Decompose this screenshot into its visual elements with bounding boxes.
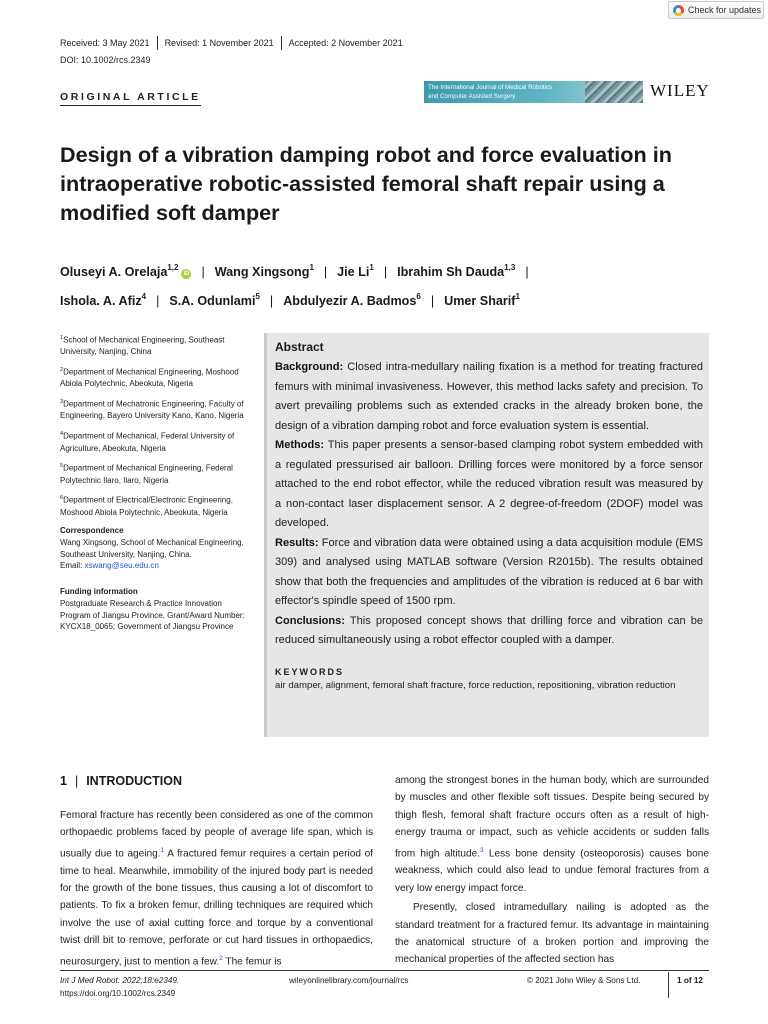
check-for-updates-label: Check for updates [688, 5, 762, 15]
author[interactable]: Oluseyi A. Orelaja$^{1,2}$ [60, 263, 179, 280]
funding-block [60, 586, 250, 633]
publisher-logo[interactable]: WILEY [650, 81, 710, 100]
footer-citation [60, 975, 179, 1000]
citation-ref[interactable]: 2 [219, 954, 223, 962]
section-heading-introduction: 1 | INTRODUCTION [60, 774, 183, 788]
correspondence-text: Wang Xingsong, School of Mechanical Engineering, Southeast University, Nanjing, China. [60, 538, 244, 559]
keywords-list: air damper, alignment, femoral shaft fracture, force reduction, repositioning, vibration reduction [275, 679, 676, 691]
funding-heading: Funding information [60, 587, 138, 597]
author[interactable]: Abdulyezir A. Badmos$^6$ [283, 292, 421, 309]
paragraph [60, 807, 373, 970]
author[interactable]: Umer Sharif$^1$ [444, 292, 520, 309]
body-column-left [60, 807, 373, 970]
journal-cover-image [585, 81, 643, 103]
article-title: Design of a vibration damping robot and force evaluation in intraoperative robotic-assisted femoral shaft repair using a modified soft damper [60, 142, 672, 225]
affiliation: $^1$School of Mechanical Engineering, Southeast University, Nanjing, China [60, 335, 225, 357]
author[interactable]: Ibrahim Sh Dauda$^{1,3}$ [397, 263, 516, 280]
correspondence-heading: Correspondence [60, 526, 124, 536]
check-for-updates-button[interactable] [668, 1, 764, 19]
author[interactable]: Wang Xingsong$^1$ [214, 263, 314, 280]
received-date: Received: 3 May 2021 [60, 38, 150, 48]
orcid-icon[interactable]: iD [183, 271, 190, 278]
correspondence-block [60, 525, 250, 572]
paragraph: Presently, closed intramedullary nailing is adopted as the standard treatment for a fractured femur. Its advantage in maintaining the anatomical structure of a broken portion and improving the mechanical properties of the affected section has [395, 902, 709, 966]
crossmark-icon [673, 5, 684, 16]
abstract-methods: Methods: This paper presents a sensor-based clamping robot system embedded with a regulated pressurised air balloon. Drilling forces were monitored by a force sensor attached to the end robot effector, while the reduced vibration result was measured by a non-contact laser displacement sensor. A 2 degree-of-freedom (2DOF) model was developed. [275, 439, 703, 529]
email-label: Email: [60, 561, 85, 571]
email-link[interactable]: xswang@seu.edu.cn [84, 561, 159, 571]
journal-banner[interactable] [424, 81, 643, 103]
affiliation: $^6$Department of Electrical/Electronic Engineering, Moshood Abiola Polytechnic, Abeokuta, Nigeria [60, 495, 233, 517]
accepted-date: Accepted: 2 November 2021 [288, 38, 403, 48]
doi-header: DOI: 10.1002/rcs.2349 [60, 55, 151, 65]
keywords-heading: KEYWORDS [275, 666, 345, 677]
author[interactable]: Ishola. A. Afiz$^4$ [60, 292, 147, 309]
paragraph [395, 772, 709, 897]
text-run: Femoral fracture has recently been considered as one of the common orthopaedic problems faced by people of average life span, which is usually due to ageing. [60, 810, 373, 860]
author[interactable]: S.A. Odunlami$^5$ [169, 292, 260, 309]
revised-date: Revised: 1 November 2021 [164, 38, 274, 48]
body-column-right [395, 772, 709, 969]
abstract-background: Background: Closed intra-medullary nailing fixation is a method for treating fractured femurs with minimal invasiveness. However, this method lacks safety and precision. To avert prevailing problems such as extended cracks in the already broken bone, the design of a vibration damping robot and force evaluation system is essential. [275, 361, 703, 432]
article-type: ORIGINAL ARTICLE [60, 91, 201, 106]
footer-rule [60, 970, 709, 971]
copyright: © 2021 John Wiley & Sons Ltd. [527, 976, 641, 985]
citation-ref[interactable]: 1 [160, 846, 165, 854]
text-run: The femur is [222, 955, 282, 967]
sidebar [60, 333, 250, 647]
author[interactable]: Jie Li$^1$ [337, 263, 374, 280]
publication-history [60, 36, 403, 50]
affiliation: $^3$Department of Mechatronic Engineering, Faculty of Engineering, Bayero University Kano, Kano, Nigeria [60, 399, 244, 421]
affiliation: $^4$Department of Mechanical, Federal University of Agriculture, Abeokuta, Nigeria [60, 431, 235, 453]
affiliation: $^2$Department of Mechanical Engineering, Moshood Abiola Polytechnic, Abeokuta, Nigeria [60, 367, 239, 389]
funding-text: Postgraduate Research & Practice Innovation Program of Jiangsu Province, Grant/Award Number: KYCX18_0065; Government of Jiangsu Province [60, 598, 245, 632]
abstract-conclusions: Conclusions: This proposed concept shows that drilling force and vibration can be reduced simultaneously using a robot effector coupled with a damper. [275, 614, 703, 646]
section-number: 1 [60, 774, 67, 788]
section-title: INTRODUCTION [86, 774, 183, 788]
author-list: Oluseyi A. Orelaja$^{1,2}$iD | Wang Xingsong$^1$ | Jie Li$^1$ | Ibrahim Sh Dauda$^{1,3}$ | Ishola. A. Afiz$^4$ | S.A. Odunlami$^5$ | Abdulyezir A. Badmos$^6$ | Umer Sharif$^1$ [60, 263, 529, 309]
journal-name-line1: The International Journal of Medical Robotics [428, 84, 553, 91]
citation-ref[interactable]: 3 [480, 846, 484, 854]
affiliation: $^5$Department of Mechanical Engineering, Federal Polytechnic Ilaro, Ilaro, Nigeria [60, 463, 233, 485]
text-run: A fractured femur requires a certain period of time to heal. Meanwhile, immobility of the injured body part is needed for the growth of the bone tissues, thus causing a lot of discomfort to patients. To fix a broken femur, drilling techniques are required which involve the use of axial cutting force and torque by a conventional twist drill bit to remove, perforate or cut hard tissues in orthopaedics, neurosurgery, just to mention a few. [60, 848, 373, 967]
page-number: 1 of 12 [677, 976, 703, 985]
footer-divider [668, 972, 669, 998]
text-run: among the strongest bones in the human body, which are surrounded by muscles and other flexible soft tissues. Despite being secured by thigh flesh, femoral shaft fracture occurs often as a result of high-energy trauma or impact, such as vehicle accidents or sudden falls from high altitude. [395, 775, 709, 859]
abstract-results: Results: Force and vibration data were obtained using a data acquisition module (EMS 309) and analysed using MATLAB software (Version R2015b). The results obtained show that both the frequencies and amplitudes of the vibration is reduced at 6 bar with effector's spindle speed of 1500 rpm. [275, 536, 703, 607]
journal-name-line2: and Computer Assisted Surgery [428, 93, 516, 100]
divider [281, 36, 282, 50]
divider [157, 36, 158, 50]
abstract-heading: Abstract [275, 340, 324, 354]
citation-text: Int J Med Robot. 2022;18:e2349. [60, 976, 180, 985]
doi-link[interactable]: https://doi.org/10.1002/rcs.2349 [60, 988, 176, 998]
text-run: Less bone density (osteoporosis) causes bone weakness, which could also lead to undue femoral fractures from a very low energy impact force. [395, 847, 709, 894]
abstract-box [264, 333, 709, 737]
journal-site-link[interactable]: wileyonlinelibrary.com/journal/rcs [289, 976, 409, 985]
